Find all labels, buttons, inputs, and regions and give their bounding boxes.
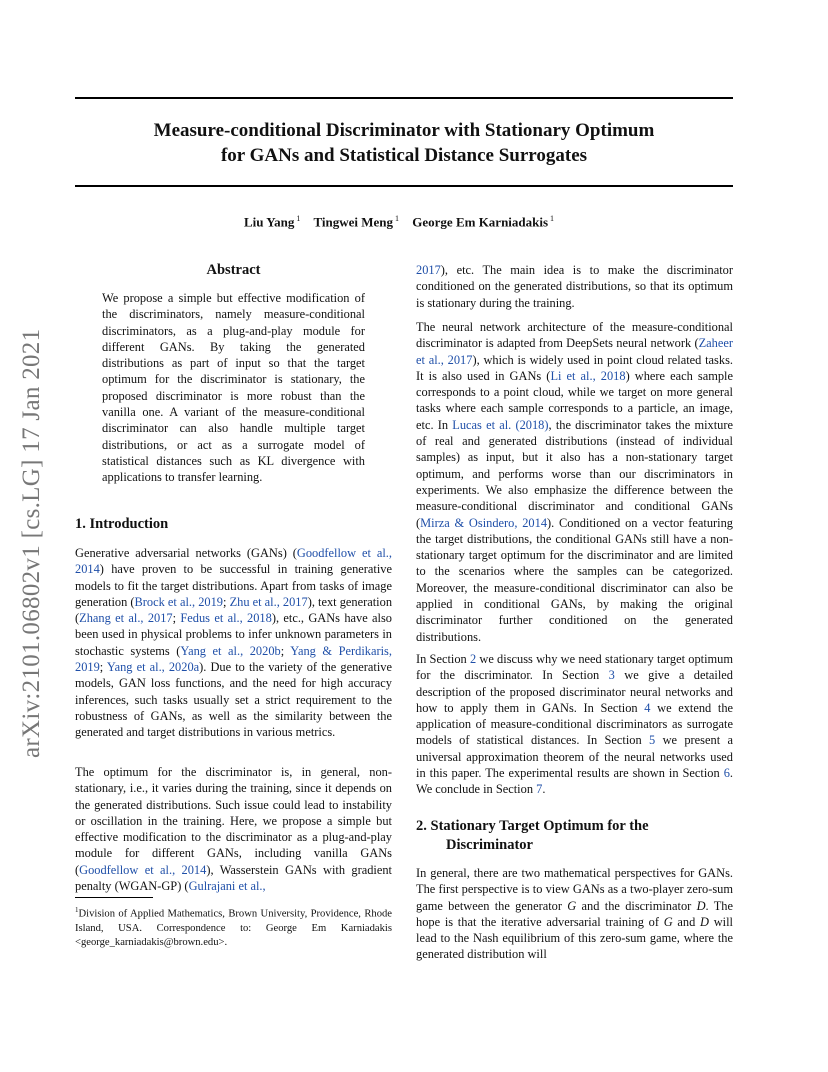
citation-link[interactable]: Gulrajani et al., xyxy=(188,879,266,894)
affiliation-mark: 1 xyxy=(395,214,400,223)
affiliation-mark: 1 xyxy=(296,214,301,223)
section-link[interactable]: 5 xyxy=(649,733,656,748)
section-heading-stationary-target: 2. Stationary Target Optimum for the Discriminator xyxy=(416,818,649,853)
architecture-paragraph: The neural network architecture of the measure-conditional discriminator is adapted from DeepSets neural network (Zaheer et al., 2017), which is widely used in point cloud related tasks. It is also used in GANs (Li et al., 2018) where each sample corresponds to a point cloud, while we target on more general tasks where each sample corresponds to a particle, an image, etc. In Lucas et al. (2018), the discriminator takes the mixture of real and generated distributions (instead of individual samples) as input, but it also has a non-stationary target optimum, and performs worse than our discriminators in experiments. We also emphasize the difference between the measure-conditional discriminator and conditional GANs (Mirza & Osindero, 2014). Conditioned on a vector featuring the target distributions, the conditional GANs still have a non-stationary target optimum for the discriminator and are limited to the scenarios where the samples can be categorized. Moreover, the measure-conditional discriminator can also be applied in conditional GANs, by making the original discriminator further conditioned on the generated distributions. xyxy=(416,320,734,644)
title-line-1: Measure-conditional Discriminator with Stationary Optimum xyxy=(153,120,655,141)
abstract-text: We propose a simple but effective modification of the discriminators, namely measure-conditional discriminators, as a plug-and-play module for different GANs. By taking the generated distributions as part of input so that the target optimum for the discriminator is stationary, the proposed discriminator is more robust than the vanilla one. A variant of the measure-conditional discriminator can also handle multiple target distributions, or act as a surrogate model of statistical distances such as KL divergence with applications to transfer learning. xyxy=(102,291,365,485)
citation-link[interactable]: Zhang et al., 2017 xyxy=(79,611,173,626)
intro-paragraph-1: Generative adversarial networks (GANs) (Goodfellow et al., 2014) have proven to be successful in training generative models to fit the target distributions. Apart from tasks of image generation (Brock et al., 2019; Zhu et al., 2017), text generation (Zhang et al., 2017; Fedus et al., 2018), etc., GANs have also been used in physical problems to infer unknown parameters in stochastic systems (Yang et al., 2020b; Yang & Perdikaris, 2019; Yang et al., 2020a). Due to the variety of the generative models, GAN loss functions, and the need for high accuracy inferences, such tasks usually set a strict requirement to the robustness of GANs, as well as the similarity between the generated and target distributions in various metrics. xyxy=(75,546,393,740)
math-symbol: G xyxy=(567,898,577,913)
citation-link[interactable]: Lucas et al. (2018) xyxy=(452,417,549,432)
section-link[interactable]: 6 xyxy=(723,766,730,781)
section-link[interactable]: 3 xyxy=(608,668,615,683)
top-rule xyxy=(75,97,733,99)
citation-link[interactable]: Li et al., 2018 xyxy=(550,368,626,383)
section2-paragraph: In general, there are two mathematical perspectives for GANs. The first perspective is to view GANs as a two-player zero-sum game between the generator G and the discriminator D. The hope is that the iterative adversarial training of G and D will lead to the Nash equilibrium of this zero-sum game, where the generated distribution will xyxy=(416,866,733,962)
affiliation-footnote: $^1$Division of Applied Mathematics, Brown University, Providence, Rhode Island, USA. Correspondence to: George Em Karniadakis <george_karniadakis@brown.edu>. xyxy=(75,906,392,948)
math-symbol: D xyxy=(700,914,709,929)
citation-link[interactable]: Brock et al., 2019 xyxy=(134,594,223,609)
citation-link[interactable]: Fedus et al., 2018 xyxy=(180,611,272,626)
section-link[interactable]: 7 xyxy=(536,782,543,797)
citation-link[interactable]: Yang et al., 2020b xyxy=(180,643,281,658)
paper-title xyxy=(75,118,733,168)
section-link[interactable]: 2 xyxy=(469,652,477,666)
author-name: Tingwei Meng xyxy=(313,214,394,230)
abstract-heading: Abstract xyxy=(206,262,261,278)
affiliation-mark: 1 xyxy=(550,214,555,223)
author-name: George Em Karniadakis xyxy=(412,214,549,230)
citation-link[interactable]: Goodfellow et al., 2014 xyxy=(79,862,207,877)
footnote-rule xyxy=(75,897,153,898)
math-symbol: G xyxy=(663,914,673,929)
arxiv-stamp: arXiv:2101.06802v1 [cs.LG] 17 Jan 2021 xyxy=(18,328,45,758)
title-line-2: for GANs and Statistical Distance Surrogates xyxy=(220,145,588,166)
citation-link[interactable]: Yang et al., 2020a xyxy=(106,660,200,675)
section-heading-introduction: 1. Introduction xyxy=(75,516,169,532)
intro-paragraph-2: The optimum for the discriminator is, in general, non-stationary, i.e., it varies during the training, since it depends on the generated distributions. Such issue could lead to instability or oscillation in the training. Here, we propose a simple but effective modification to the discriminator as a plug-and-play module for different GANs, including vanilla GANs (Goodfellow et al., 2014), Wasserstein GANs with gradient penalty (WGAN-GP) (Gulrajani et al., xyxy=(75,765,392,894)
author-list xyxy=(75,214,733,230)
citation-link[interactable]: Zhu et al., 2017 xyxy=(229,594,308,609)
citation-link[interactable]: 2017 xyxy=(416,263,441,277)
outline-paragraph: In Section 2 we discuss why we need stationary target optimum for the discriminator. In Section 3 we give a detailed description of the proposed discriminator neural networks and how to apply them in GANs. In Section 4 we extend the application of measure-conditional discriminators as surrogate models of statistical distances. In Section 5 we present a universal approximation theorem of the neural networks used in this paper. The experimental results are shown in Section 6. We conclude in Section 7. xyxy=(416,652,734,797)
math-symbol: D xyxy=(696,898,706,913)
author-name: Liu Yang xyxy=(243,214,295,230)
footnote-mark: 1 xyxy=(75,906,79,914)
citation-link[interactable]: Goodfellow et al., 2014 xyxy=(75,546,392,577)
citation-link[interactable]: Yang & Perdikaris, 2019 xyxy=(75,643,392,675)
title-bottom-rule xyxy=(75,185,733,187)
citation-link[interactable]: Mirza & Osindero, 2014 xyxy=(420,515,548,530)
continued-paragraph: 2017), etc. The main idea is to make the discriminator conditioned on the generated distributions, so that its optimum is stationary during the training. xyxy=(416,263,733,310)
section-link[interactable]: 4 xyxy=(644,700,651,715)
citation-link[interactable]: Zaheer et al., 2017 xyxy=(416,336,733,367)
